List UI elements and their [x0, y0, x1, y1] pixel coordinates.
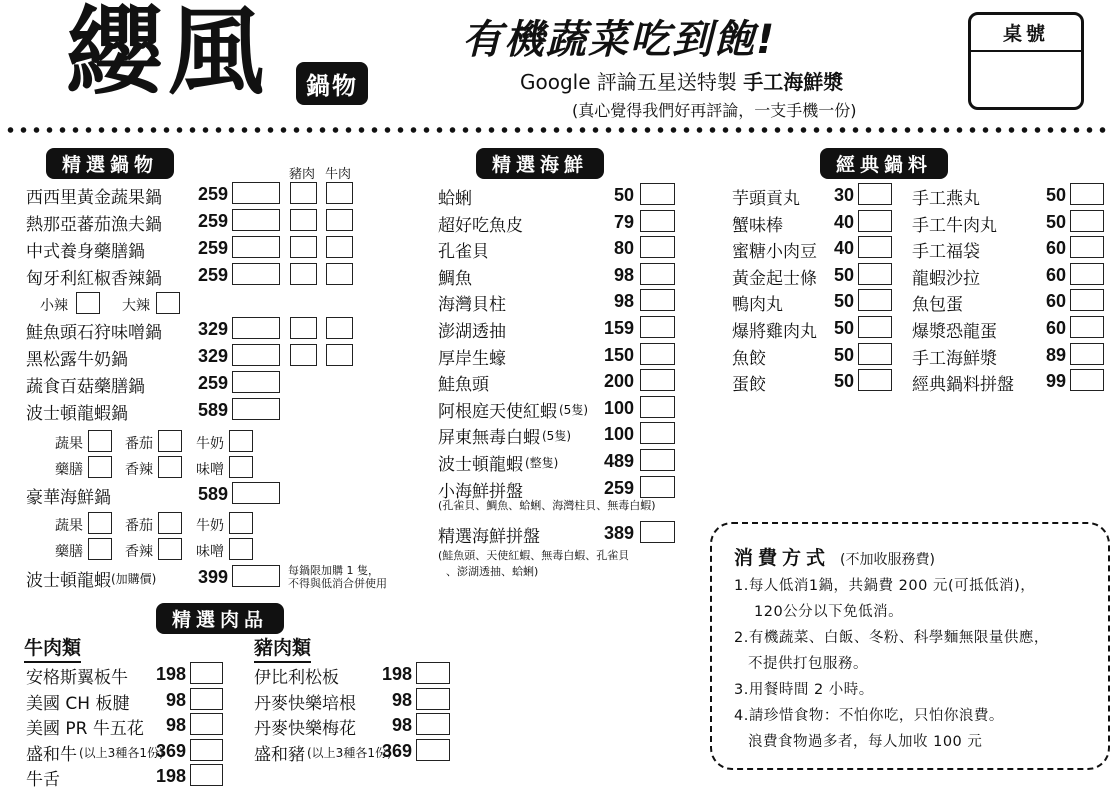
menu-item-row [254, 663, 339, 687]
menu-item-name: 蔬食百菇藥膳鍋 [26, 376, 145, 397]
order-checkbox[interactable] [1070, 316, 1104, 338]
menu-item-note: (5隻) [542, 428, 571, 443]
menu-item-name: 美國 CH 板腱 [26, 693, 130, 714]
notice-line: 4.請珍惜食物：不怕你吃，只怕你浪費。 [734, 708, 1004, 724]
menu-item-name: 海灣貝柱 [438, 294, 506, 315]
menu-item-price: 489 [603, 451, 634, 471]
menu-item-price: 159 [603, 318, 634, 338]
pork-category-title: 豬肉類 [254, 633, 311, 663]
menu-item-price: 259 [197, 211, 228, 231]
small-platter-note: (孔雀貝、鯛魚、蛤蜊、海灣柱貝、無毒白蝦) [438, 499, 656, 512]
soup-option-label: 蔬果 [55, 518, 83, 534]
order-checkbox[interactable] [232, 317, 280, 339]
menu-item-name: 黑松露牛奶鍋 [26, 349, 128, 370]
menu-item-name: 孔雀貝 [438, 241, 489, 262]
menu-item-price: 98 [613, 291, 634, 311]
beef-checkbox[interactable] [326, 263, 353, 285]
notice-header [734, 543, 935, 570]
pork-checkbox[interactable] [290, 236, 317, 258]
order-checkbox[interactable] [1070, 369, 1104, 391]
soup-option-checkbox[interactable] [88, 456, 112, 478]
menu-item-name: 西西里黃金蔬果鍋 [26, 187, 162, 208]
order-checkbox[interactable] [640, 236, 675, 258]
menu-item-name: 手工燕丸 [912, 188, 980, 209]
order-checkbox[interactable] [640, 449, 675, 471]
section-title-classic: 經典鍋料 [820, 148, 948, 179]
menu-item-price: 30 [833, 185, 854, 205]
menu-item-note: (加購價) [111, 571, 157, 586]
soup-option-checkbox[interactable] [229, 512, 253, 534]
menu-item-price: 80 [613, 238, 634, 258]
soup-option-checkbox[interactable] [158, 430, 182, 452]
menu-item-name: 魚餃 [732, 348, 766, 369]
menu-item-note: (整隻) [525, 455, 559, 470]
order-checkbox[interactable] [416, 739, 450, 761]
menu-item-price: 100 [603, 424, 634, 444]
menu-item-name: 蛋餃 [732, 374, 766, 395]
soup-option-label: 藥膳 [55, 544, 83, 560]
menu-item-name: 厚岸生蠔 [438, 348, 506, 369]
menu-item-row [912, 211, 997, 235]
menu-item-row [438, 211, 523, 235]
order-checkbox[interactable] [416, 713, 450, 735]
menu-item-row [438, 370, 489, 394]
col-header-beef: 牛肉 [325, 167, 352, 182]
table-number-label: 桌號 [971, 15, 1081, 52]
pork-checkbox[interactable] [290, 344, 317, 366]
menu-item-price: 79 [613, 212, 634, 232]
menu-item-row [732, 184, 800, 208]
restaurant-logo: 纓風 [66, 0, 270, 108]
promo-prefix: Google 評論五星送特製 [520, 70, 737, 94]
order-checkbox[interactable] [858, 343, 892, 365]
menu-item-row [912, 290, 963, 314]
menu-item-price: 200 [603, 371, 634, 391]
menu-item-price: 329 [197, 346, 228, 366]
menu-item-price: 198 [381, 664, 412, 684]
menu-item-row [732, 370, 766, 394]
menu-item-price: 60 [1045, 238, 1066, 258]
order-checkbox[interactable] [1070, 343, 1104, 365]
menu-item-name: 中式養身藥膳鍋 [26, 241, 145, 262]
menu-item-row [26, 264, 162, 288]
order-checkbox[interactable] [640, 476, 675, 498]
menu-item-row [26, 183, 162, 207]
soup-option-checkbox[interactable] [88, 512, 112, 534]
menu-item-note: (5隻) [559, 402, 588, 417]
menu-item-price: 198 [155, 766, 186, 786]
pork-checkbox[interactable] [290, 209, 317, 231]
soup-option-checkbox[interactable] [229, 430, 253, 452]
addon-row [26, 566, 156, 590]
menu-item-row [438, 477, 523, 501]
menu-item-name: 蛤蜊 [438, 188, 472, 209]
menu-item-name: 丹麥快樂梅花 [254, 718, 356, 739]
menu-item-price: 40 [833, 212, 854, 232]
notice-line: 3.用餐時間 2 小時。 [734, 682, 874, 698]
menu-item-price: 98 [613, 265, 634, 285]
menu-item-row [438, 344, 506, 368]
soup-option-label: 香辣 [125, 462, 153, 478]
menu-item-name: 手工牛肉丸 [912, 215, 997, 236]
menu-item-name: 牛舌 [26, 769, 60, 789]
menu-item-price: 369 [155, 741, 186, 761]
menu-item-note: (以上3種各1份) [79, 745, 164, 760]
soup-option-label: 番茄 [125, 518, 153, 534]
menu-item-name: 波士頓龍蝦 [26, 570, 111, 591]
order-checkbox[interactable] [858, 289, 892, 311]
soup-option-label: 番茄 [125, 436, 153, 452]
menu-item-price: 389 [603, 523, 634, 543]
order-checkbox[interactable] [190, 764, 223, 786]
menu-item-name: 鯛魚 [438, 268, 472, 289]
menu-item-name: 美國 PR 牛五花 [26, 718, 144, 739]
menu-item-row [912, 264, 980, 288]
logo-tag: 鍋物 [296, 62, 368, 105]
menu-item-row [732, 237, 817, 261]
pork-checkbox[interactable] [290, 317, 317, 339]
menu-item-name: 黃金起士條 [732, 268, 817, 289]
soup-option-checkbox[interactable] [158, 456, 182, 478]
order-checkbox[interactable] [1070, 289, 1104, 311]
section-title-hotpot: 精選鍋物 [46, 148, 174, 179]
beef-checkbox[interactable] [326, 317, 353, 339]
menu-item-name: 超好吃魚皮 [438, 215, 523, 236]
menu-item-row [438, 264, 472, 288]
order-checkbox[interactable] [190, 688, 223, 710]
menu-item-name: 伊比利松板 [254, 667, 339, 688]
menu-item-price: 89 [1045, 345, 1066, 365]
order-checkbox[interactable] [416, 662, 450, 684]
menu-item-row [732, 317, 817, 341]
menu-item-price: 60 [1045, 265, 1066, 285]
menu-item-name: 爆將雞肉丸 [732, 321, 817, 342]
menu-item-price: 50 [1045, 212, 1066, 232]
spice-option-label: 大辣 [122, 298, 150, 314]
promo-bold: 手工海鮮漿 [743, 70, 844, 94]
order-checkbox[interactable] [640, 210, 675, 232]
menu-item-price: 60 [1045, 318, 1066, 338]
menu-item-price: 589 [197, 484, 228, 504]
menu-item-price: 50 [833, 265, 854, 285]
menu-item-row [26, 399, 128, 423]
order-checkbox[interactable] [232, 482, 280, 504]
menu-item-row [438, 317, 506, 341]
menu-item-row [26, 765, 60, 789]
menu-item-row [26, 663, 128, 687]
premium-platter-note-2: 、澎湖透抽、蛤蜊) [446, 565, 539, 578]
menu-item-price: 399 [197, 567, 228, 587]
table-number-box[interactable] [968, 12, 1084, 110]
menu-item-name: 丹麥快樂培根 [254, 693, 356, 714]
menu-item-name: 豪華海鮮鍋 [26, 487, 111, 508]
menu-item-name: 龍蝦沙拉 [912, 268, 980, 289]
soup-option-checkbox[interactable] [158, 512, 182, 534]
menu-item-price: 198 [155, 664, 186, 684]
order-checkbox[interactable] [232, 344, 280, 366]
order-checkbox[interactable] [858, 263, 892, 285]
menu-item-row [254, 714, 356, 738]
order-checkbox[interactable] [858, 316, 892, 338]
soup-option-checkbox[interactable] [158, 538, 182, 560]
premium-platter-note-1: (鮭魚頭、天使紅蝦、無毒白蝦、孔雀貝 [438, 549, 630, 562]
menu-item-price: 100 [603, 398, 634, 418]
soup-option-checkbox[interactable] [229, 456, 253, 478]
soup-option-checkbox[interactable] [88, 430, 112, 452]
menu-item-name: 波士頓龍蝦 [438, 454, 523, 475]
menu-item-price: 98 [391, 715, 412, 735]
pork-checkbox[interactable] [290, 263, 317, 285]
menu-item-price: 98 [391, 690, 412, 710]
order-checkbox[interactable] [190, 739, 223, 761]
menu-item-price: 259 [197, 184, 228, 204]
promo-line [520, 66, 843, 95]
menu-item-row [438, 290, 506, 314]
menu-item-name: 鮭魚頭 [438, 374, 489, 395]
menu-item-name: 芋頭貢丸 [732, 188, 800, 209]
dotted-divider [4, 127, 1112, 133]
order-checkbox[interactable] [640, 521, 675, 543]
soup-option-label: 香辣 [125, 544, 153, 560]
order-checkbox[interactable] [640, 396, 675, 418]
addon-note-2: 不得與低消合併使用 [288, 577, 387, 590]
addon-note-1: 每鍋限加購 1 隻， [288, 564, 379, 577]
order-checkbox[interactable] [1070, 183, 1104, 205]
menu-item-row [912, 370, 1014, 394]
menu-item-name: 盛和牛 [26, 744, 77, 765]
order-checkbox[interactable] [858, 236, 892, 258]
order-checkbox[interactable] [640, 289, 675, 311]
menu-item-name: 盛和豬 [254, 744, 305, 765]
beef-checkbox[interactable] [326, 182, 353, 204]
spice-option-checkbox[interactable] [76, 292, 100, 314]
menu-item-price: 50 [613, 185, 634, 205]
menu-item-row [26, 689, 129, 713]
soup-option-label: 藥膳 [55, 462, 83, 478]
spice-option-label: 小辣 [40, 298, 68, 314]
menu-item-row [438, 184, 472, 208]
order-checkbox[interactable] [858, 369, 892, 391]
menu-item-row [26, 740, 164, 764]
soup-option-checkbox[interactable] [88, 538, 112, 560]
slogan: 有機蔬菜吃到飽! [462, 17, 777, 63]
soup-option-checkbox[interactable] [229, 538, 253, 560]
order-checkbox[interactable] [858, 183, 892, 205]
menu-item-name: 小海鮮拼盤 [438, 481, 523, 502]
menu-item-name: 手工海鮮漿 [912, 348, 997, 369]
order-checkbox[interactable] [640, 316, 675, 338]
menu-item-row [26, 714, 144, 738]
order-checkbox[interactable] [232, 236, 280, 258]
menu-item-name: 蜜糖小肉豆 [732, 241, 817, 262]
menu-item-price: 50 [833, 371, 854, 391]
order-checkbox[interactable] [416, 688, 450, 710]
menu-item-row [438, 423, 571, 447]
spice-option-checkbox[interactable] [156, 292, 180, 314]
menu-item-price: 98 [165, 690, 186, 710]
menu-item-name: 精選海鮮拼盤 [438, 526, 540, 547]
menu-item-price: 40 [833, 238, 854, 258]
menu-item-name: 安格斯翼板牛 [26, 667, 128, 688]
order-checkbox[interactable] [232, 209, 280, 231]
menu-item-row [732, 290, 783, 314]
menu-item-row [26, 483, 111, 507]
menu-item-row [26, 237, 145, 261]
seafood-premium-row [438, 522, 540, 546]
menu-item-row [912, 344, 997, 368]
menu-item-price: 369 [381, 741, 412, 761]
section-title-meat: 精選肉品 [156, 603, 284, 634]
order-checkbox[interactable] [232, 182, 280, 204]
notice-line: 2.有機蔬菜、白飯、冬粉、科學麵無限量供應， [734, 630, 1049, 646]
menu-item-price: 259 [197, 265, 228, 285]
menu-item-price: 99 [1045, 371, 1066, 391]
soup-option-label: 牛奶 [196, 436, 224, 452]
order-checkbox[interactable] [640, 263, 675, 285]
menu-item-row [732, 211, 783, 235]
menu-item-price: 259 [197, 238, 228, 258]
soup-option-label: 牛奶 [196, 518, 224, 534]
order-checkbox[interactable] [858, 210, 892, 232]
order-checkbox[interactable] [640, 183, 675, 205]
menu-item-price: 50 [833, 318, 854, 338]
notice-title-note: (不加收服務費) [840, 552, 935, 568]
menu-item-price: 60 [1045, 291, 1066, 311]
menu-item-name: 屏東無毒白蝦 [438, 427, 540, 448]
menu-item-price: 259 [197, 373, 228, 393]
menu-item-price: 50 [833, 345, 854, 365]
col-header-pork: 豬肉 [289, 167, 316, 182]
order-checkbox[interactable] [232, 565, 280, 587]
menu-item-name: 鴨肉丸 [732, 294, 783, 315]
menu-item-row [26, 372, 145, 396]
menu-item-price: 329 [197, 319, 228, 339]
soup-option-label: 味噌 [196, 462, 224, 478]
menu-item-name: 匈牙利紅椒香辣鍋 [26, 268, 162, 289]
menu-item-row [438, 237, 489, 261]
order-checkbox[interactable] [232, 398, 280, 420]
menu-item-row [438, 450, 558, 474]
beef-checkbox[interactable] [326, 209, 353, 231]
beef-checkbox[interactable] [326, 236, 353, 258]
menu-item-row [438, 397, 588, 421]
notice-line: 120公分以下免低消。 [754, 604, 904, 620]
menu-item-row [912, 237, 980, 261]
soup-option-label: 味噌 [196, 544, 224, 560]
menu-item-price: 50 [833, 291, 854, 311]
menu-item-row [912, 184, 980, 208]
menu-item-row [26, 210, 162, 234]
menu-item-name: 魚包蛋 [912, 294, 963, 315]
menu-item-row [912, 317, 997, 341]
menu-item-row [732, 264, 817, 288]
menu-item-name: 爆漿恐龍蛋 [912, 321, 997, 342]
order-checkbox[interactable] [190, 662, 223, 684]
order-checkbox[interactable] [190, 713, 223, 735]
menu-item-price: 589 [197, 400, 228, 420]
menu-item-row [26, 345, 128, 369]
order-checkbox[interactable] [232, 371, 280, 393]
menu-item-name: 蟹味棒 [732, 215, 783, 236]
menu-item-name: 鮭魚頭石狩味噌鍋 [26, 322, 162, 343]
beef-checkbox[interactable] [326, 344, 353, 366]
notice-line: 1.每人低消1鍋，共鍋費 200 元(可抵低消)， [734, 578, 1036, 594]
menu-item-price: 150 [603, 345, 634, 365]
notice-title: 消費方式 [734, 547, 831, 569]
menu-item-row [732, 344, 766, 368]
soup-option-label: 蔬果 [55, 436, 83, 452]
menu-item-price: 50 [1045, 185, 1066, 205]
order-checkbox[interactable] [1070, 263, 1104, 285]
menu-item-note: (以上3種各1份) [307, 745, 392, 760]
menu-item-name: 波士頓龍蝦鍋 [26, 403, 128, 424]
menu-item-row [254, 689, 356, 713]
beef-category-title: 牛肉類 [24, 633, 81, 663]
notice-line: 浪費食物過多者，每人加收 100 元 [748, 734, 983, 750]
promo-note: (真心覺得我們好再評論，一支手機一份) [572, 101, 857, 120]
menu-item-price: 259 [603, 478, 634, 498]
order-checkbox[interactable] [640, 369, 675, 391]
menu-item-name: 澎湖透抽 [438, 321, 506, 342]
order-checkbox[interactable] [1070, 210, 1104, 232]
pork-checkbox[interactable] [290, 182, 317, 204]
menu-item-price: 98 [165, 715, 186, 735]
section-title-seafood: 精選海鮮 [476, 148, 604, 179]
order-checkbox[interactable] [232, 263, 280, 285]
order-checkbox[interactable] [640, 343, 675, 365]
order-checkbox[interactable] [640, 422, 675, 444]
menu-item-row [26, 318, 162, 342]
menu-item-name: 手工福袋 [912, 241, 980, 262]
menu-item-name: 經典鍋料拼盤 [912, 374, 1014, 395]
notice-line: 不提供打包服務。 [748, 656, 868, 672]
menu-item-name: 阿根庭天使紅蝦 [438, 401, 557, 422]
order-checkbox[interactable] [1070, 236, 1104, 258]
menu-item-name: 熱那亞蕃茄漁夫鍋 [26, 214, 162, 235]
